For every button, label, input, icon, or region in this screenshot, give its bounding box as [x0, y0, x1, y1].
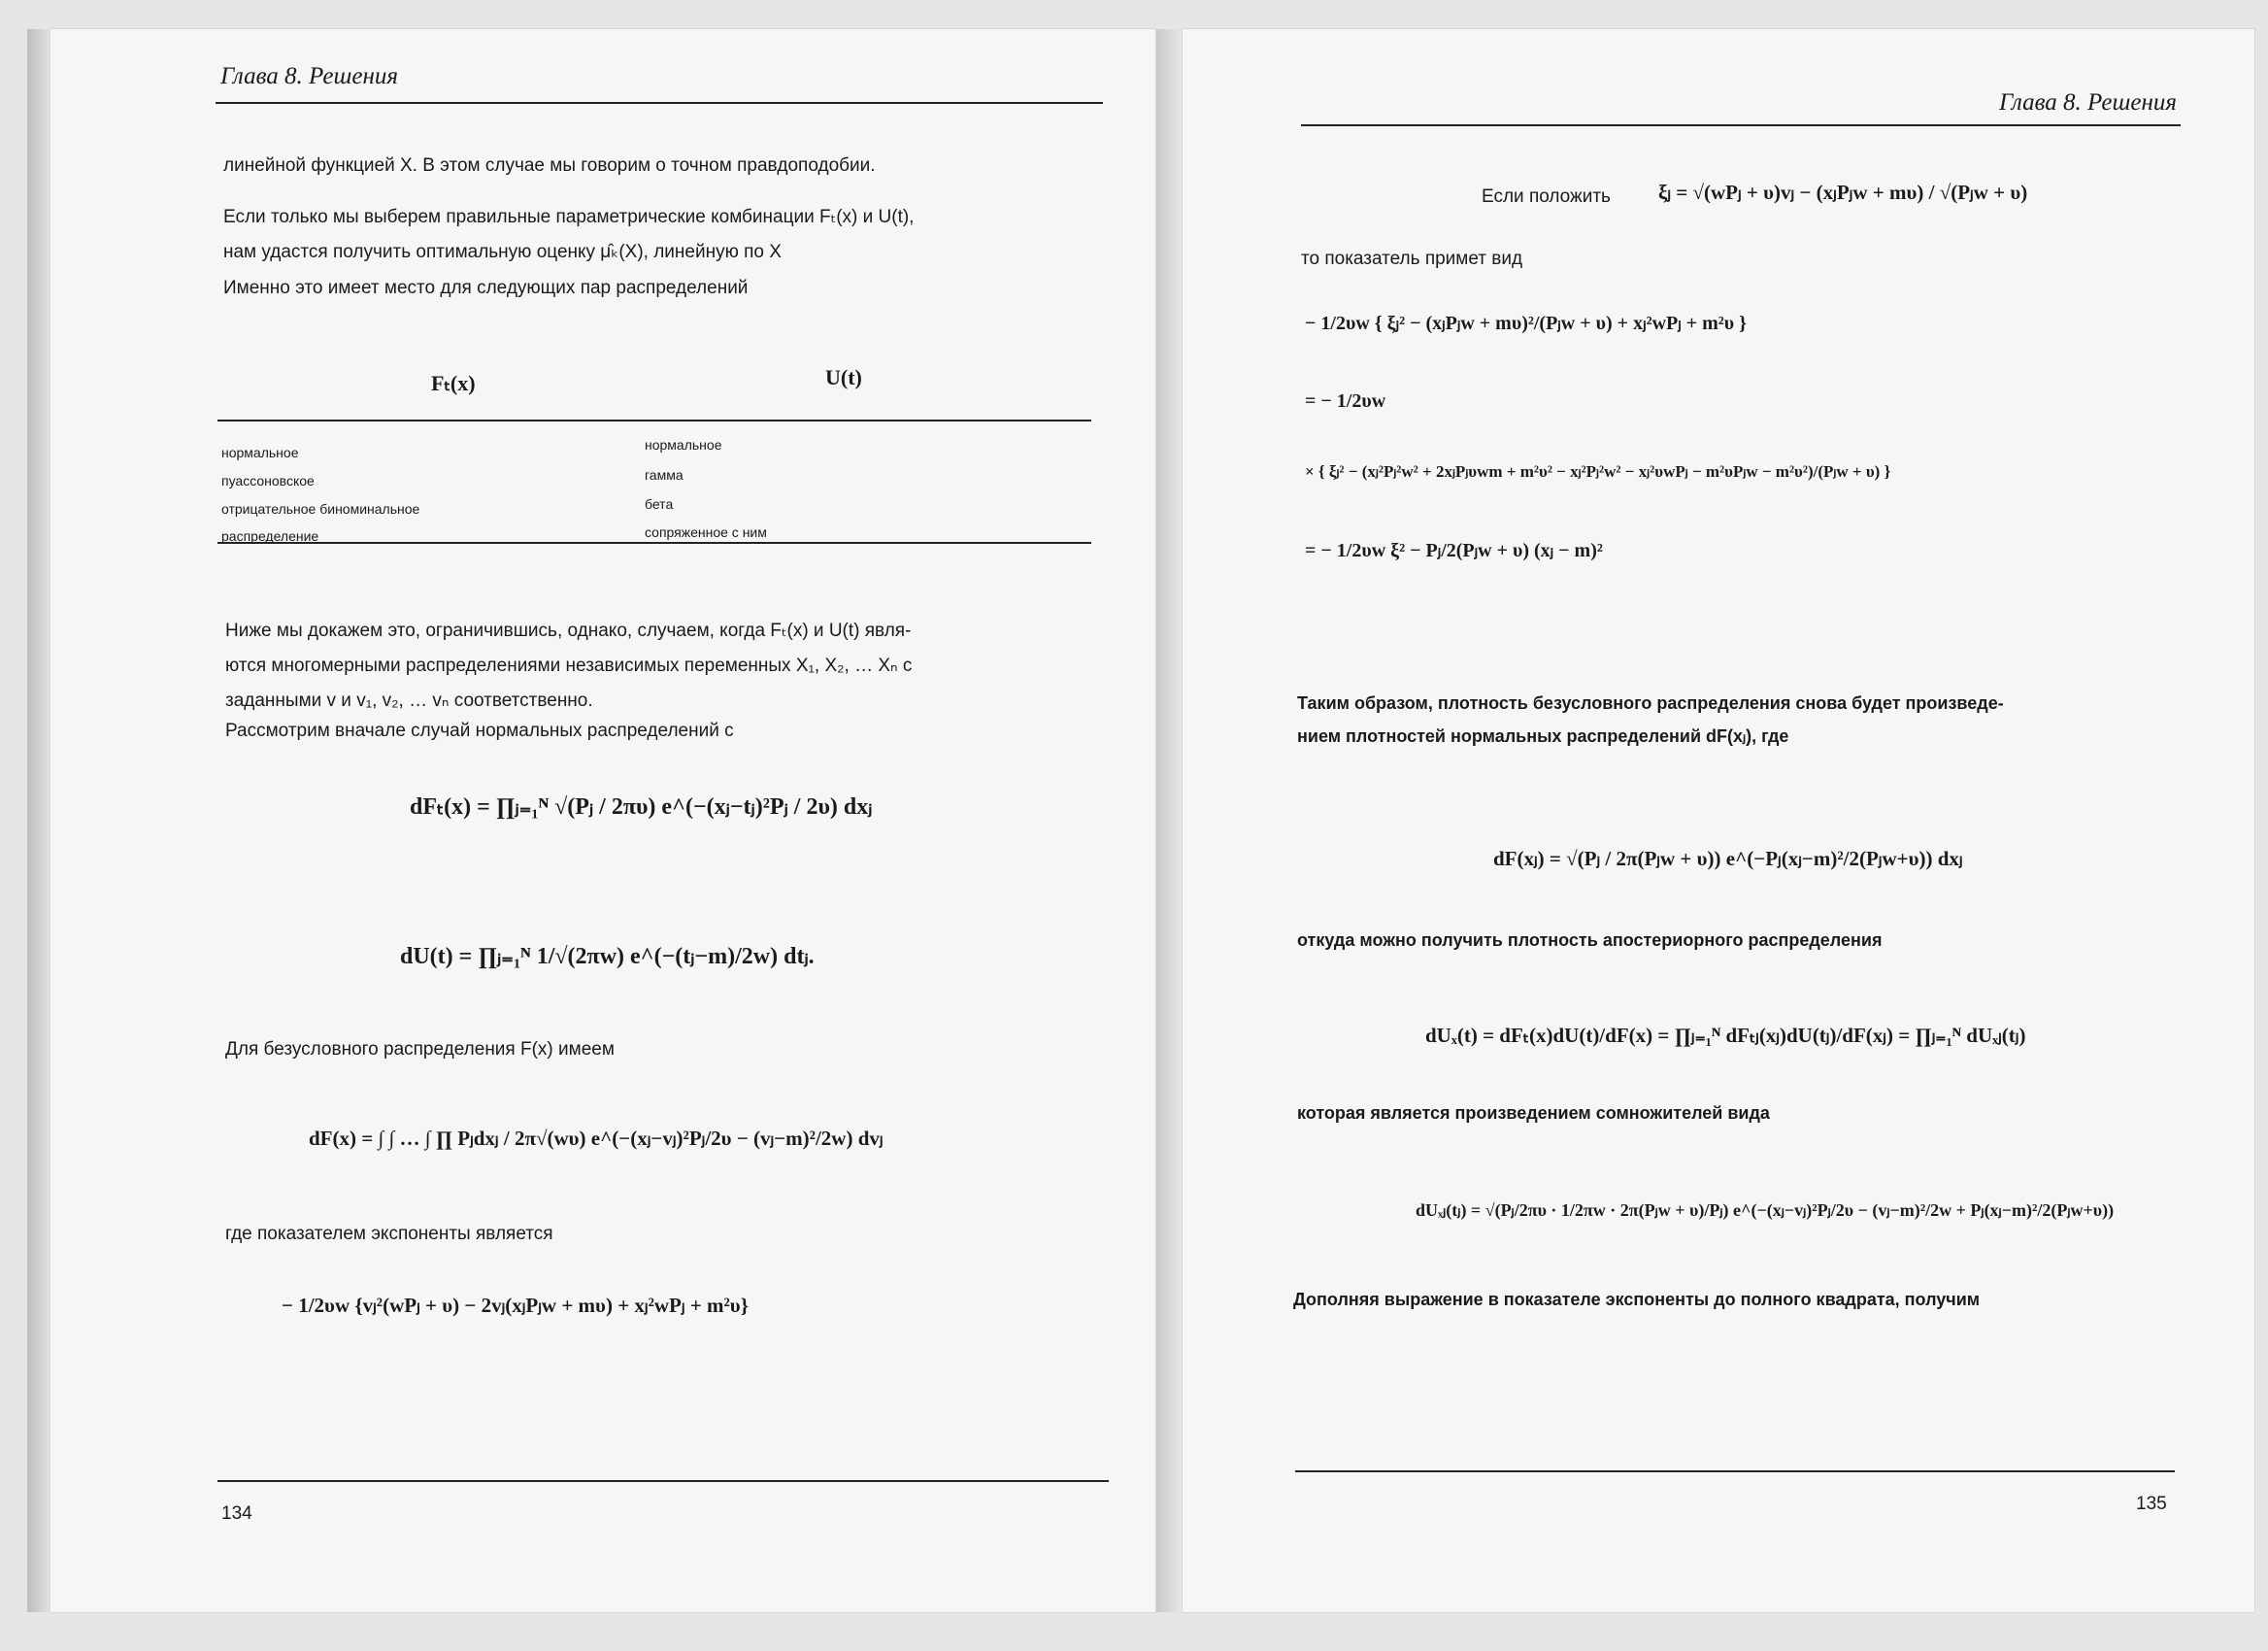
equation-exp-b: = − 1/2υw: [1305, 390, 1386, 412]
footer-rule: [1295, 1470, 2175, 1472]
text-line: заданными v и v₁, v₂, … vₙ соответственно.: [225, 691, 593, 711]
text-line: ются многомерными распределениями независимых переменных X₁, X₂, … Xₙ с: [225, 656, 913, 676]
table-cell: бета: [645, 496, 674, 512]
text-line: Рассмотрим вначале случай нормальных распределений с: [225, 721, 734, 741]
header-rule: [216, 102, 1103, 104]
text-line: Таким образом, плотность безусловного распределения снова будет произведе-: [1297, 693, 2004, 713]
right-page: [1183, 29, 2254, 1612]
table-cell: сопряженное с ним: [645, 524, 767, 540]
text-line: Именно это имеет место для следующих пар распределений: [223, 278, 749, 298]
equation-exp-a: − 1/2υw { ξⱼ² − (xⱼPⱼw + mυ)²/(Pⱼw + υ) + xⱼ²wPⱼ + m²υ }: [1305, 313, 1748, 334]
equation-exp-d: = − 1/2υw ξ² − Pⱼ/2(Pⱼw + υ) (xⱼ − m)²: [1305, 540, 1603, 561]
equation-dU: dU(t) = ∏ⱼ₌₁ᴺ 1/√(2πw) e^(−(tⱼ−m)/2w) dtⱼ.: [400, 944, 815, 969]
text-line: нием плотностей нормальных распределений dF(xⱼ), где: [1297, 726, 1789, 746]
text-line: нам удастся получить оптимальную оценку μ̂ₖ(X), линейную по X: [223, 242, 782, 262]
text-line: линейной функцией X. В этом случае мы говорим о точном правдоподобии.: [223, 155, 876, 176]
text-line: Если только мы выберем правильные параметрические комбинации Fₜ(x) и U(t),: [223, 207, 915, 227]
equation-xi: ξⱼ = √(wPⱼ + υ)vⱼ − (xⱼPⱼw + mυ) / √(Pⱼw + υ): [1658, 181, 2028, 204]
equation-exp-c: × { ξⱼ² − (xⱼ²Pⱼ²w² + 2xⱼPⱼυwm + m²υ² − xⱼ²Pⱼ²w² − xⱼ²υwPⱼ − m²υPⱼw − m²υ²)/(Pⱼw + υ) }: [1305, 462, 1891, 481]
text-line: где показателем экспоненты является: [225, 1224, 553, 1244]
equation-exponent: − 1/2υw {vⱼ²(wPⱼ + υ) − 2vⱼ(xⱼPⱼw + mυ) + xⱼ²wPⱼ + m²υ}: [282, 1294, 749, 1317]
equation-dUxj: dUₓⱼ(tⱼ) = √(Pⱼ/2πυ · 1/2πw · 2π(Pⱼw + υ)/Pⱼ) e^(−(xⱼ−vⱼ)²Pⱼ/2υ − (vⱼ−m)²/2w + Pⱼ(xⱼ−m)²/2(Pⱼw+υ)): [1416, 1200, 2115, 1220]
text-line: Для безусловного распределения F(x) имеем: [225, 1039, 615, 1060]
equation-dF: dF(x) = ∫ ∫ … ∫ ∏ Pⱼdxⱼ / 2π√(wυ) e^(−(xⱼ−vⱼ)²Pⱼ/2υ − (vⱼ−m)²/2w) dvⱼ: [309, 1127, 884, 1150]
header-rule: [1301, 124, 2181, 126]
page-number: 134: [221, 1503, 252, 1524]
left-page: [50, 29, 1155, 1612]
text-line: Если положить: [1482, 186, 1611, 207]
table-cell: гамма: [645, 467, 684, 483]
table-top-rule: [217, 420, 1091, 421]
page-number: 135: [2136, 1494, 2167, 1514]
text-line: Ниже мы докажем это, ограничившись, однако, случаем, когда Fₜ(x) и U(t) явля-: [225, 621, 912, 641]
text-line: Дополняя выражение в показателе экспоненты до полного квадрата, получим: [1293, 1290, 1981, 1309]
equation-dFt: dFₜ(x) = ∏ⱼ₌₁ᴺ √(Pⱼ / 2πυ) e^(−(xⱼ−tⱼ)²Pⱼ / 2υ) dxⱼ: [410, 794, 873, 820]
text-line: которая является произведением сомножителей вида: [1297, 1103, 1770, 1123]
table-cell: нормальное: [221, 445, 299, 460]
table-col1-header: Fₜ(x): [431, 371, 476, 395]
equation-dFxj: dF(xⱼ) = √(Pⱼ / 2π(Pⱼw + υ)) e^(−Pⱼ(xⱼ−m)²/2(Pⱼw+υ)) dxⱼ: [1493, 847, 1963, 870]
table-cell: нормальное: [645, 437, 722, 453]
text-line: то показатель примет вид: [1301, 249, 1523, 269]
table-cell: распределение: [221, 528, 319, 544]
footer-rule: [217, 1480, 1109, 1482]
table-cell: пуассоновское: [221, 473, 315, 489]
running-header: Глава 8. Решения: [220, 63, 398, 89]
table-cell: отрицательное биноминальное: [221, 501, 420, 517]
table-bottom-rule: [217, 542, 1091, 544]
table-col2-header: U(t): [825, 365, 862, 389]
running-header: Глава 8. Решения: [1999, 89, 2177, 116]
equation-dUx: dUₓ(t) = dFₜ(x)dU(t)/dF(x) = ∏ⱼ₌₁ᴺ dFₜⱼ(xⱼ)dU(tⱼ)/dF(xⱼ) = ∏ⱼ₌₁ᴺ dUₓⱼ(tⱼ): [1425, 1024, 2026, 1047]
text-line: откуда можно получить плотность апостериорного распределения: [1297, 930, 1883, 950]
